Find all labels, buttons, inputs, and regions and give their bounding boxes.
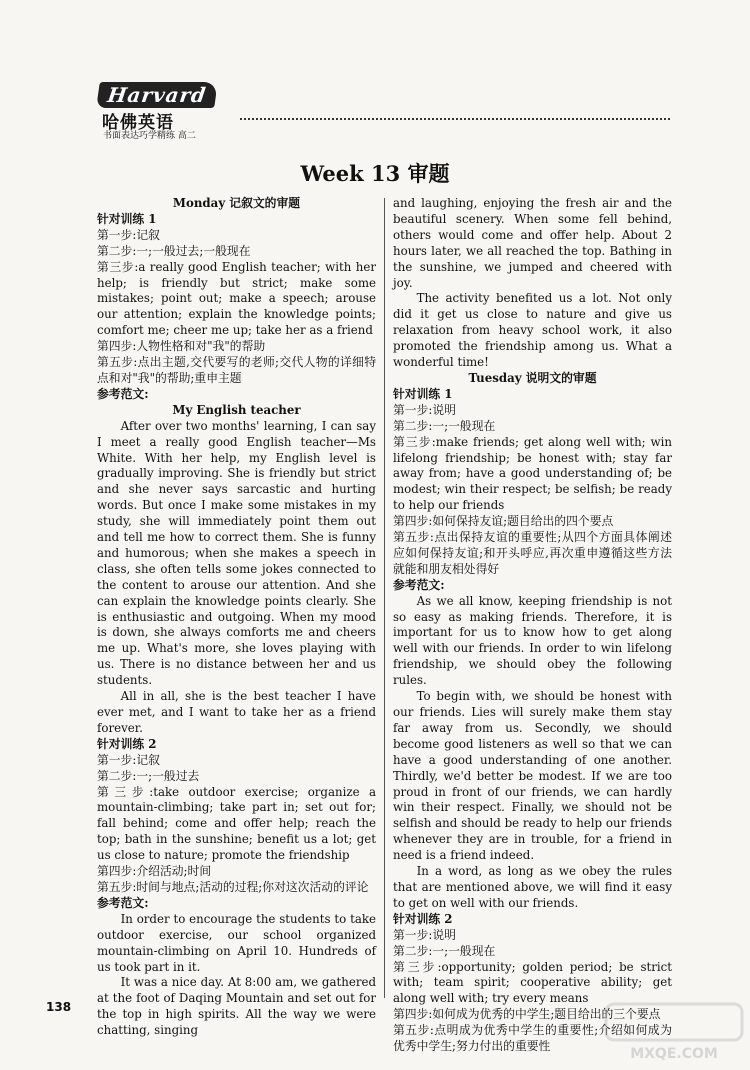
right-column-paragraph: 参考范文:	[393, 577, 445, 592]
left-column-paragraph: It was a nice day. At 8:00 am, we gathered at the foot of Daqing Mountain and set out for the top in high spirits. All the way we were chatting, singing	[97, 975, 376, 1038]
page-title: Week 13 审题	[300, 161, 450, 186]
left-column-paragraph: 第四步:人物性格和对"我"的帮助	[97, 339, 266, 354]
left-column-paragraph: 第一步:记叙	[97, 227, 160, 242]
left-column-paragraph: 参考范文:	[97, 386, 149, 401]
left-column-paragraph: 第五步:时间与地点;活动的过程;你对这次活动的评论	[97, 879, 369, 894]
right-column	[393, 196, 672, 1055]
left-column-paragraph: 第二步:一;一般过去;一般现在	[97, 243, 251, 258]
book-header	[98, 82, 238, 140]
right-column-paragraph: 第四步:如何保持友谊;题目给出的四个要点	[393, 514, 614, 529]
left-column-paragraph: 第三步:a really good English teacher; with her help; is friendly but strict; make some mistakes; point out; make a speech; arouse our attention; explain the knowledge points; comfort me; cheer me up; take her as a friend	[97, 259, 376, 338]
page-number: 138	[46, 1000, 72, 1014]
right-column-paragraph: 第五步:点出保持友谊的重要性;从四个方面具体阐述应如何保持友谊;和开头呼应,再次重申遵循这些方法就能和朋友相处得好	[393, 530, 672, 576]
watermark-text: MXQE.COM	[630, 1046, 718, 1062]
left-column-paragraph: Monday 记叙文的审题	[172, 196, 301, 210]
left-column-paragraph: After over two months' learning, I can say I meet a really good English teacher—Ms White. With her help, my English level is gradually improving. She is friendly but strict and she never says sarcastic and hurting words. But once I make some mistakes in my study, she will immediately point them out and tell me how to correct them. She is funny and humorous; when she makes a speech in class, she often tells some jokes connected to the content to arouse our attention. And she can explain the knowledge points clearly. She is enthusiastic and outgoing. When my mood is down, she always comforts me and cheers me up. What's more, she loves playing with us. There is no distance between her and us students.	[97, 418, 376, 688]
left-column-paragraph: 针对训练 1	[97, 211, 157, 226]
right-column-paragraph: 第一步:说明	[393, 402, 456, 417]
left-column-paragraph: 针对训练 2	[97, 736, 157, 751]
right-column-paragraph: Tuesday 说明文的审题	[468, 370, 597, 385]
right-column-paragraph: 第五步:点明成为优秀中学生的重要性;介绍如何成为优秀中学生;努力付出的重要性	[393, 1023, 672, 1054]
logo-chinese-title: 哈佛英语	[102, 113, 174, 133]
right-column-paragraph: and laughing, enjoying the fresh air and the beautiful scenery. When some fell behind, others would come and offer help. About 2 hours later, we all reached the top. Bathing in the sunshine, we jumped and cheered with joy.	[393, 196, 672, 290]
header-dotted-rule	[240, 118, 670, 120]
left-column-paragraph: 第一步:记叙	[97, 752, 160, 767]
left-column-paragraph: 第四步:介绍活动;时间	[97, 864, 212, 879]
book-subtitle: 书面表达巧学精练 高二	[103, 131, 196, 141]
left-column-paragraph: 参考范文:	[97, 895, 149, 910]
right-column-paragraph: 针对训练 1	[393, 386, 453, 401]
right-column-paragraph: 第二步:一;一般现在	[393, 418, 496, 433]
column-divider	[384, 198, 385, 998]
right-column-paragraph: To begin with, we should be honest with our friends. Lies will surely make them stay far away from us. Secondly, we should become good listeners as well so that we can have a good understanding of one another. Thirdly, we'd better be modest. If we are too proud in front of our friends, we can hardly win their respect. Finally, we should not be selfish and should be ready to help our friends whenever they are in trouble, for a friend in need is a friend indeed.	[393, 689, 672, 863]
right-column-paragraph: In a word, as long as we obey the rules that are mentioned above, we will find it easy to get on well with our friends.	[393, 864, 672, 910]
left-column	[97, 196, 376, 1039]
right-column-paragraph: 第一步:说明	[393, 927, 456, 942]
left-column-paragraph: My English teacher	[172, 402, 301, 417]
right-column-paragraph: The activity benefited us a lot. Not only did it get us close to nature and give us relaxation from heavy school work, it also promoted the friendship among us. What a wonderful time!	[393, 291, 672, 370]
right-column-paragraph: As we all know, keeping friendship is not so easy as making friends. Therefore, it is important for us to know how to get along well with our friends. In order to win lifelong friendship, we should obey the following rules.	[393, 593, 672, 688]
left-column-paragraph: 第三步:take outdoor exercise; organize a mountain-climbing; take part in; set out for; fall behind; come and offer help; reach the top; bath in the sunshine; benefit us a lot; get us close to nature; promote the friendship	[97, 784, 376, 863]
left-column-paragraph: All in all, she is the best teacher I have ever met, and I want to take her as a friend forever.	[97, 689, 376, 735]
left-column-paragraph: 第二步:一;一般过去	[97, 768, 200, 783]
right-column-paragraph: 第三步:make friends; get along well with; win lifelong friendship; be honest with; stay far away from; have a good understanding of; be modest; win their respect; be selfish; be ready to help our friends	[393, 434, 672, 513]
right-column-paragraph: 第二步:一;一般现在	[393, 943, 496, 958]
left-column-paragraph: 第五步:点出主题,交代要写的老师;交代人物的详细特点和对"我"的帮助;重申主题	[97, 355, 376, 385]
right-column-paragraph: 第三步:opportunity; golden period; be strict with; team spirit; cooperative ability; get along well with; try every means	[393, 959, 672, 1006]
right-column-paragraph: 针对训练 2	[393, 911, 453, 926]
harvard-logo: Harvard	[96, 82, 218, 108]
right-column-paragraph: 第四步:如何成为优秀的中学生;题目给出的三个要点	[393, 1007, 661, 1022]
watermark-logo	[604, 1002, 744, 1064]
left-column-paragraph: In order to encourage the students to take outdoor exercise, our school organized mountain-climbing on April 10. Hundreds of us took part in it.	[97, 911, 376, 974]
